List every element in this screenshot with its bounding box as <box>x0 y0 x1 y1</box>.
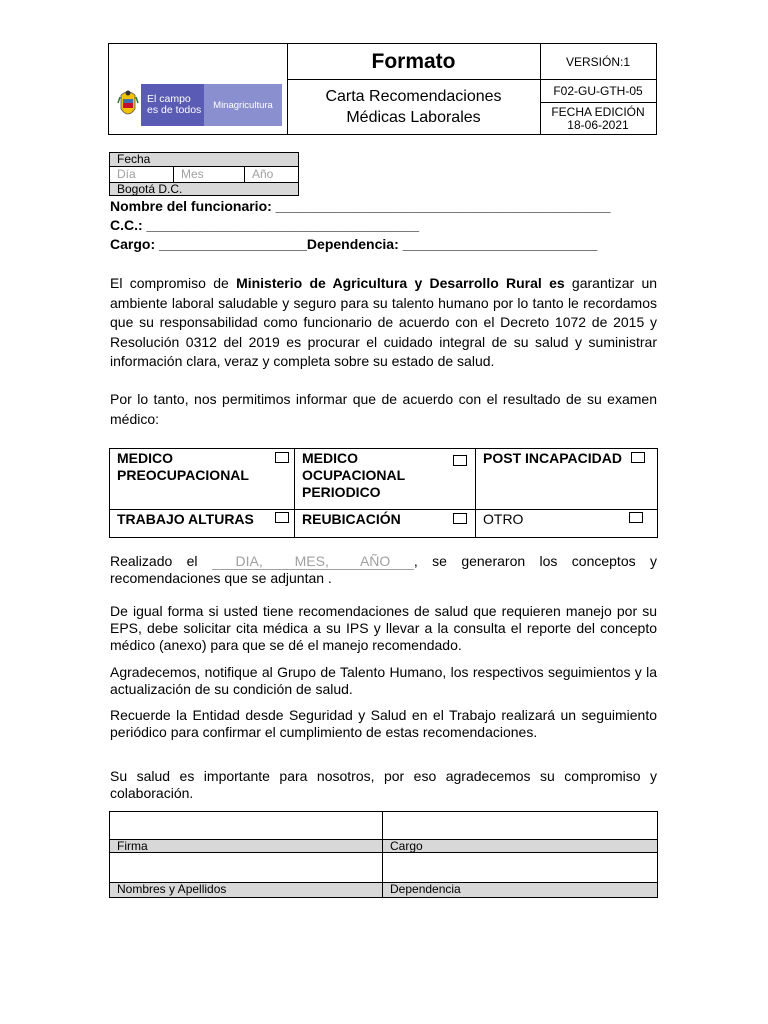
exam-reubicacion-label: REUBICACIÓN <box>302 511 401 527</box>
otro-checkbox[interactable] <box>629 512 643 523</box>
metadata-cell <box>540 44 656 134</box>
dependencia-label: Dependencia <box>390 882 461 896</box>
eps-paragraph: De igual forma si usted tiene recomendaciones de salud que requieren manejo por su EPS, debe solicitar cita médica a su IPS y llevar a la consulta el reporte del concepto médico (anexo) para que se dé el manejo recomendado. <box>110 603 657 653</box>
version-label: VERSIÓN:1 <box>540 44 656 80</box>
firma-label: Firma <box>117 839 148 853</box>
employee-name-field[interactable]: Nombre del funcionario: ___________________________________________ <box>110 198 611 214</box>
realizado-paragraph: Realizado el DIA, MES, AÑO , se generaron los conceptos y recomendaciones que se adjuntan . <box>110 553 657 586</box>
logo-slogan: El campo es de todos <box>141 84 204 126</box>
position-signature-field[interactable] <box>383 812 657 839</box>
year-field[interactable]: Año <box>252 167 274 181</box>
exam-otro-label: OTRO <box>483 511 524 527</box>
exam-intro-paragraph: Por lo tanto, nos permitimos informar que de acuerdo con el resultado de su examen médico: <box>110 391 657 427</box>
document-code: F02-GU-GTH-05 <box>540 80 656 103</box>
date-fields-row <box>109 166 299 182</box>
position-department-field[interactable]: Cargo: ___________________Dependencia: _________________________ <box>110 236 598 252</box>
id-number-field[interactable]: C.C.: ___________________________________ <box>110 217 420 233</box>
colombia-coat-of-arms-icon <box>115 84 141 126</box>
periodico-checkbox[interactable] <box>453 455 467 466</box>
exam-post-incapacidad-label: POST INCAPACIDAD <box>483 450 622 466</box>
exam-periodico-label: MEDICO OCUPACIONAL PERIODICO <box>302 450 405 500</box>
department-signature-field[interactable] <box>383 854 657 882</box>
logo-ministry-name: Minagricultura <box>204 84 282 126</box>
intro-paragraph: El compromiso de Ministerio de Agricultura y Desarrollo Rural es garantizar un ambiente laboral saludable y seguro para su talento humano por lo tanto le recordamos que su responsabilidad como funcionario de acuerdo con el Decreto 1072 de 2015 y Resolución 0312 del 2019 es procurar el cuidado integral de su salud y suministrar información clara, veraz y completa sobre su estado de salud. <box>110 275 658 369</box>
cargo-label: Cargo <box>390 839 423 853</box>
exam-preocupacional-label: MEDICO PREOCUPACIONAL <box>117 450 249 483</box>
reubicacion-checkbox[interactable] <box>453 513 467 524</box>
nombres-label: Nombres y Apellidos <box>117 882 227 896</box>
signature-table <box>109 811 658 898</box>
exam-date-field[interactable]: DIA, MES, AÑO <box>212 554 414 570</box>
date-label: Fecha <box>109 152 299 166</box>
document-subtitle: Carta Recomendaciones Médicas Laborales <box>325 88 502 126</box>
exam-type-table <box>109 448 658 538</box>
document-header <box>108 43 657 135</box>
minagricultura-logo <box>115 84 282 126</box>
document-title: Formato <box>287 44 540 80</box>
logo-cell <box>109 44 288 134</box>
notify-paragraph: Agradecemos, notifique al Grupo de Talento Humano, los respectivos seguimientos y la actualización de su condición de salud. <box>110 664 657 697</box>
exam-alturas-label: TRABAJO ALTURAS <box>117 511 254 527</box>
edition-date: FECHA EDICIÓN 18-06-2021 <box>551 104 645 132</box>
closing-paragraph: Su salud es importante para nosotros, por eso agradecemos su compromiso y colaboración. <box>110 768 657 801</box>
month-field[interactable]: Mes <box>174 167 245 182</box>
followup-paragraph: Recuerde la Entidad desde Seguridad y Salud en el Trabajo realizará un seguimiento periódico para confirmar el cumplimiento de estas recomendaciones. <box>110 707 657 740</box>
date-table <box>109 152 299 196</box>
post-incapacidad-checkbox[interactable] <box>631 452 645 463</box>
full-name-field[interactable] <box>110 854 382 882</box>
preocupacional-checkbox[interactable] <box>275 452 289 463</box>
title-cell <box>287 44 541 134</box>
alturas-checkbox[interactable] <box>275 512 289 523</box>
signature-field[interactable] <box>110 812 382 839</box>
city-label: Bogotá D.C. <box>109 182 299 196</box>
day-field[interactable]: Día <box>110 167 174 182</box>
